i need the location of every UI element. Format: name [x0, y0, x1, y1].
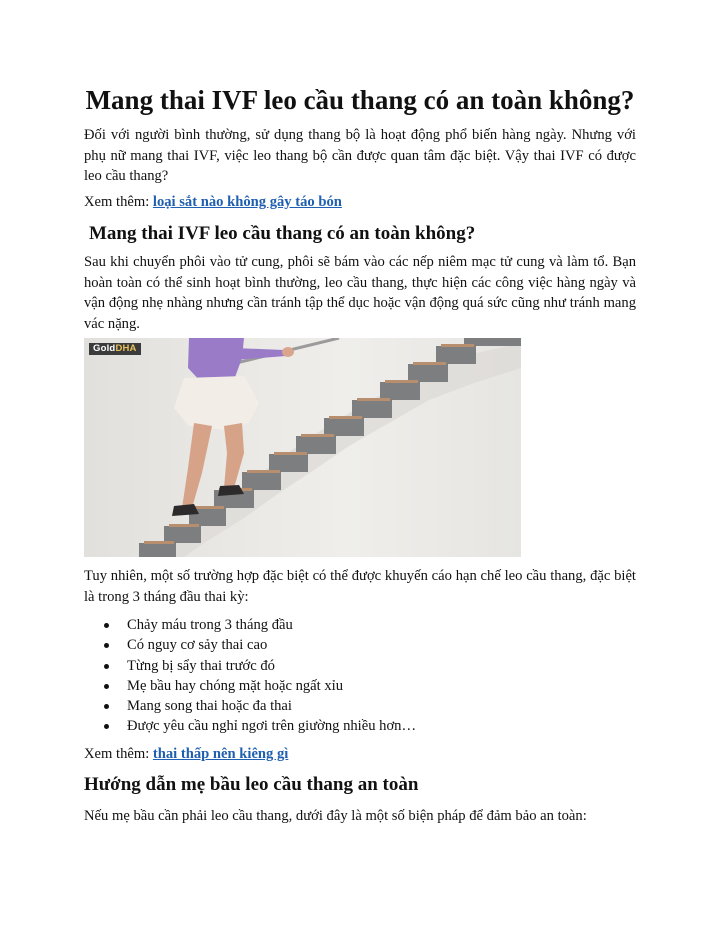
list-item: Từng bị sẩy thai trước đó: [84, 656, 636, 676]
list-item: Mẹ bầu hay chóng mặt hoặc ngất xỉu: [84, 676, 636, 696]
see-more-2-link[interactable]: thai thấp nên kiêng gì: [152, 746, 289, 762]
intro-paragraph: Đối với người bình thường, sử dụng thang bộ là hoạt động phổ biến hàng ngày. Nhưng với phụ nữ mang thai IVF, việc leo thang bộ cần được quan tâm đặc biệt. Vậy thai IVF có được leo cầu thang?: [84, 127, 636, 184]
page-title: Mang thai IVF leo cầu thang có an toàn không?: [85, 85, 635, 115]
stairs-photo: [84, 338, 521, 557]
bullet-icon: [104, 704, 109, 709]
list-item: Mang song thai hoặc đa thai: [84, 696, 636, 716]
bullet-icon: [104, 664, 109, 669]
stairs-illustration: [84, 338, 521, 557]
section1-heading: Mang thai IVF leo cầu thang có an toàn không?: [89, 223, 476, 244]
bullet-icon: [104, 643, 109, 648]
bullet-icon: [104, 724, 109, 729]
see-more-2: [84, 744, 636, 765]
bullet-icon: [104, 623, 109, 628]
section2-heading: Hướng dẫn mẹ bầu leo cầu thang an toàn: [84, 774, 419, 795]
see-more-1-link[interactable]: loại sắt nào không gây táo bón: [152, 194, 342, 210]
gold-dha-logo: GoldDHA: [89, 343, 141, 355]
bullet-icon: [104, 684, 109, 689]
list-item: Chảy máu trong 3 tháng đầu: [84, 615, 636, 635]
see-more-2-prefix: Xem thêm:: [84, 746, 153, 762]
list-item: Có nguy cơ sảy thai cao: [84, 635, 636, 655]
section1-more-paragraph: Tuy nhiên, một số trường hợp đặc biệt có thể được khuyến cáo hạn chế leo cầu thang, đặc biệt là trong 3 tháng đầu thai kỳ:: [84, 568, 636, 605]
section1-paragraph: Sau khi chuyển phôi vào tử cung, phôi sẽ bám vào các nếp niêm mạc tử cung và làm tổ. Bạn hoàn toàn có thể sinh hoạt bình thường, leo cầu thang, thực hiện các công việc hàng ngày và vận động nhẹ nhàng nhưng cần tránh tập thể dục hoặc vận động quá sức cũng như tránh mang vác nặng.: [84, 254, 636, 332]
see-more-1: [84, 192, 636, 213]
see-more-1-prefix: Xem thêm:: [84, 194, 153, 210]
risk-list: [84, 615, 636, 737]
list-item: Được yêu cầu nghỉ ngơi trên giường nhiều hơn…: [84, 716, 636, 736]
section2-paragraph: Nếu mẹ bầu cần phải leo cầu thang, dưới đây là một số biện pháp để đảm bảo an toàn:: [84, 808, 587, 824]
